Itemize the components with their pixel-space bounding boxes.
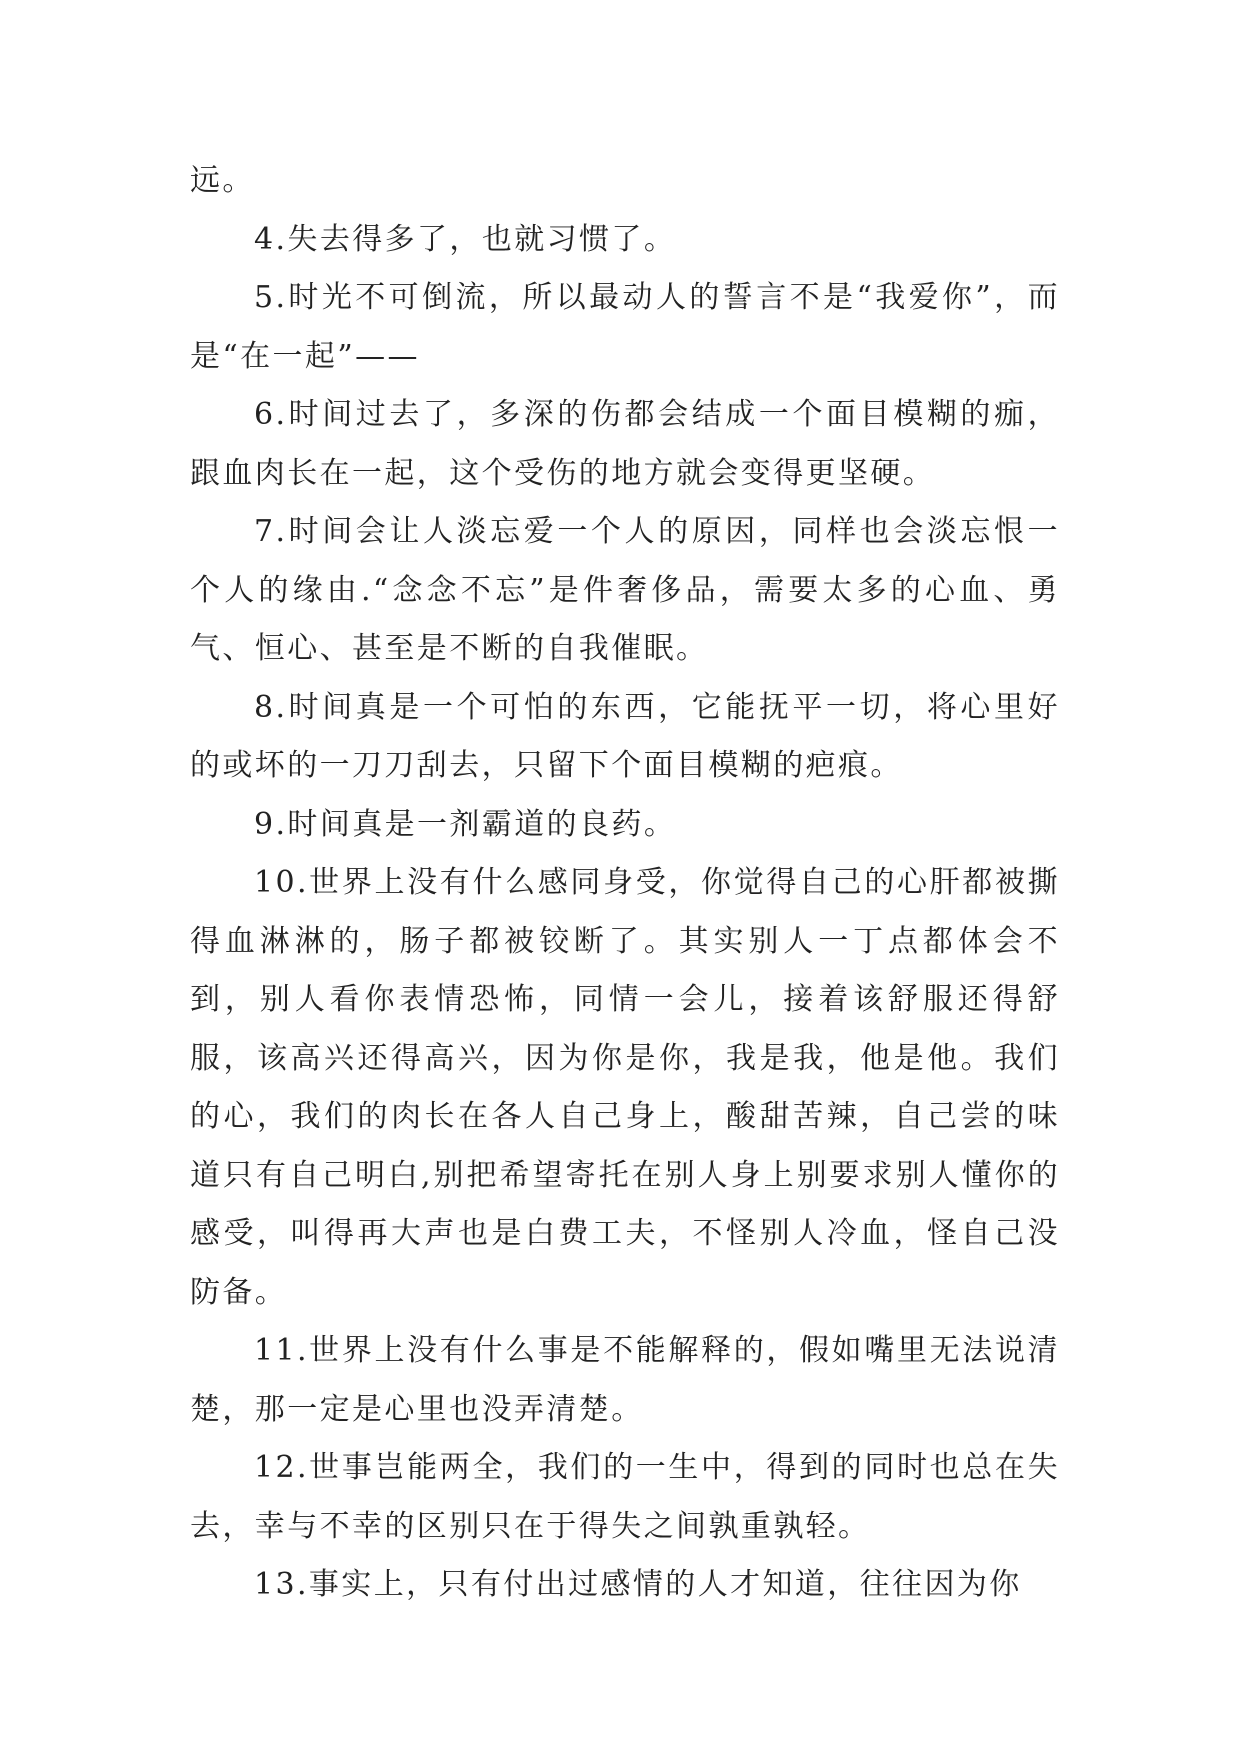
paragraph-item-8: 8.时间真是一个可怕的东西，它能抚平一切，将心里好的或坏的一刀刀刮去，只留下个面目模糊的疤痕。: [190, 689, 1060, 783]
paragraph-item-11: 11.世界上没有什么事是不能解释的，假如嘴里无法说清楚，那一定是心里也没弄清楚。: [190, 1333, 1060, 1427]
paragraph-item-7: 7.时间会让人淡忘爱一个人的原因，同样也会淡忘恨一个人的缘由.“念念不忘”是件奢侈品，需要太多的心血、勇气、恒心、甚至是不断的自我催眠。: [190, 514, 1060, 666]
document-body: [190, 152, 1060, 1615]
paragraph-item-4: 4.失去得多了，也就习惯了。: [254, 221, 677, 257]
paragraph-item-6: 6.时间过去了，多深的伤都会结成一个面目模糊的痂，跟血肉长在一起，这个受伤的地方就会变得更坚硬。: [190, 397, 1060, 491]
paragraph-item-10: 10.世界上没有什么感同身受，你觉得自己的心肝都被撕得血淋淋的，肠子都被铰断了。其实别人一丁点都体会不到，别人看你表情恐怖，同情一会儿，接着该舒服还得舒服，该高兴还得高兴，因为你是你，我是我，他是他。我们的心，我们的肉长在各人自己身上，酸甜苦辣，自己尝的味道只有自己明白,别把希望寄托在别人身上别要求别人懂你的感受，叫得再大声也是白费工夫，不怪别人冷血，怪自己没防备。: [190, 865, 1060, 1310]
paragraph-continuation: 远。: [190, 163, 255, 198]
paragraph-item-13: 13.事实上，只有付出过感情的人才知道，往往因为你: [254, 1567, 1022, 1602]
paragraph-item-12: 12.世事岂能两全，我们的一生中，得到的同时也总在失去，幸与不幸的区别只在于得失之间孰重孰轻。: [190, 1450, 1060, 1544]
paragraph-item-5: 5.时光不可倒流，所以最动人的誓言不是“我爱你”，而是“在一起”——: [190, 280, 1060, 374]
paragraph-item-9: 9.时间真是一剂霸道的良药。: [254, 806, 677, 842]
